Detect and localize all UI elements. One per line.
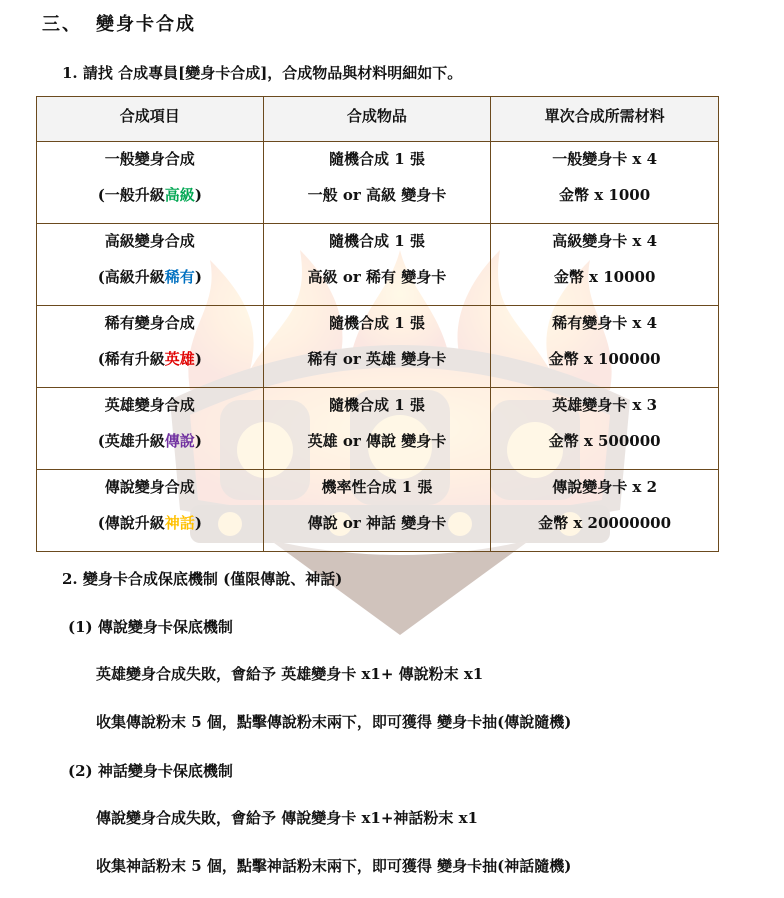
table-row	[37, 142, 719, 224]
upgrade-suffix: )	[194, 514, 202, 532]
upgrade-suffix: )	[194, 350, 202, 368]
upgrade-note	[37, 268, 263, 286]
header-synthesis-item: 合成項目	[37, 97, 264, 142]
legend-guarantee-line-2: 收集傳說粉末 5 個，點擊傳說粉末兩下，即可獲得 變身卡抽(傳說隨機)	[96, 713, 572, 731]
cell-materials	[491, 142, 719, 224]
legend-guarantee-line-1: 英雄變身合成失敗，會給予 英雄變身卡 x1+ 傳說粉末 x1	[96, 665, 484, 683]
upgrade-note	[37, 514, 263, 532]
material-line-1: 高級變身卡 x 4	[552, 232, 658, 250]
material-line-2: 金幣 x 500000	[548, 432, 661, 450]
upgrade-target: 傳說	[164, 432, 195, 450]
synthesis-table	[36, 96, 719, 552]
table-row	[37, 306, 719, 388]
cell-materials	[491, 388, 719, 470]
material-line-2: 金幣 x 20000000	[538, 514, 672, 532]
item-name: 傳說變身合成	[104, 478, 195, 496]
result-line-1: 隨機合成 1 張	[328, 314, 425, 332]
guarantee-heading: 2. 變身卡合成保底機制 (僅限傳說、神話)	[62, 570, 343, 588]
result-line-2: 高級 or 稀有 變身卡	[307, 268, 447, 286]
legend-guarantee-heading: (1) 傳說變身卡保底機制	[68, 618, 233, 636]
cell-materials	[491, 470, 719, 552]
material-line-1: 英雄變身卡 x 3	[552, 396, 658, 414]
cell-result	[263, 388, 491, 470]
cell-result	[263, 142, 491, 224]
material-line-1: 傳說變身卡 x 2	[552, 478, 658, 496]
upgrade-suffix: )	[194, 268, 202, 286]
cell-result	[263, 306, 491, 388]
material-line-2: 金幣 x 10000	[553, 268, 656, 286]
item-name: 高級變身合成	[104, 232, 195, 250]
result-line-2: 傳說 or 神話 變身卡	[307, 514, 447, 532]
table-header-row	[37, 97, 719, 142]
result-line-1: 隨機合成 1 張	[328, 396, 425, 414]
table-row	[37, 224, 719, 306]
upgrade-target: 英雄	[164, 350, 195, 368]
header-required-materials: 單次合成所需材料	[491, 97, 719, 142]
cell-materials	[491, 224, 719, 306]
upgrade-suffix: )	[194, 186, 202, 204]
upgrade-note	[37, 350, 263, 368]
result-line-1: 機率性合成 1 張	[321, 478, 433, 496]
table-row	[37, 388, 719, 470]
intro-text: 1. 請找 合成專員[變身卡合成]，合成物品與材料明細如下。	[62, 64, 463, 82]
cell-result	[263, 470, 491, 552]
cell-result	[263, 224, 491, 306]
cell-materials	[491, 306, 719, 388]
table-row	[37, 470, 719, 552]
header-synthesis-result: 合成物品	[263, 97, 491, 142]
cell-item	[37, 388, 264, 470]
upgrade-prefix: (英雄升級	[97, 432, 165, 450]
upgrade-prefix: (稀有升級	[97, 350, 165, 368]
upgrade-prefix: (高級升級	[97, 268, 165, 286]
item-name: 一般變身合成	[104, 150, 195, 168]
result-line-2: 稀有 or 英雄 變身卡	[307, 350, 447, 368]
section-number: 三、	[42, 14, 82, 35]
material-line-1: 一般變身卡 x 4	[552, 150, 658, 168]
upgrade-prefix: (一般升級	[97, 186, 165, 204]
result-line-2: 一般 or 高級 變身卡	[307, 186, 447, 204]
section-title-text: 變身卡合成	[96, 14, 196, 35]
section-title	[42, 10, 196, 36]
material-line-2: 金幣 x 100000	[548, 350, 661, 368]
cell-item	[37, 224, 264, 306]
result-line-1: 隨機合成 1 張	[328, 150, 425, 168]
cell-item	[37, 470, 264, 552]
upgrade-note	[37, 432, 263, 450]
item-name: 稀有變身合成	[104, 314, 195, 332]
myth-guarantee-line-1: 傳說變身合成失敗，會給予 傳說變身卡 x1+神話粉末 x1	[96, 809, 478, 827]
material-line-1: 稀有變身卡 x 4	[552, 314, 658, 332]
cell-item	[37, 142, 264, 224]
upgrade-target: 高級	[164, 186, 195, 204]
item-name: 英雄變身合成	[104, 396, 195, 414]
result-line-2: 英雄 or 傳說 變身卡	[307, 432, 447, 450]
upgrade-prefix: (傳說升級	[97, 514, 165, 532]
material-line-2: 金幣 x 1000	[559, 186, 651, 204]
myth-guarantee-line-2: 收集神話粉末 5 個，點擊神話粉末兩下，即可獲得 變身卡抽(神話隨機)	[96, 857, 572, 875]
result-line-1: 隨機合成 1 張	[328, 232, 425, 250]
upgrade-suffix: )	[194, 432, 202, 450]
upgrade-note	[37, 186, 263, 204]
upgrade-target: 神話	[164, 514, 195, 532]
upgrade-target: 稀有	[164, 268, 195, 286]
myth-guarantee-heading: (2) 神話變身卡保底機制	[68, 762, 233, 780]
cell-item	[37, 306, 264, 388]
